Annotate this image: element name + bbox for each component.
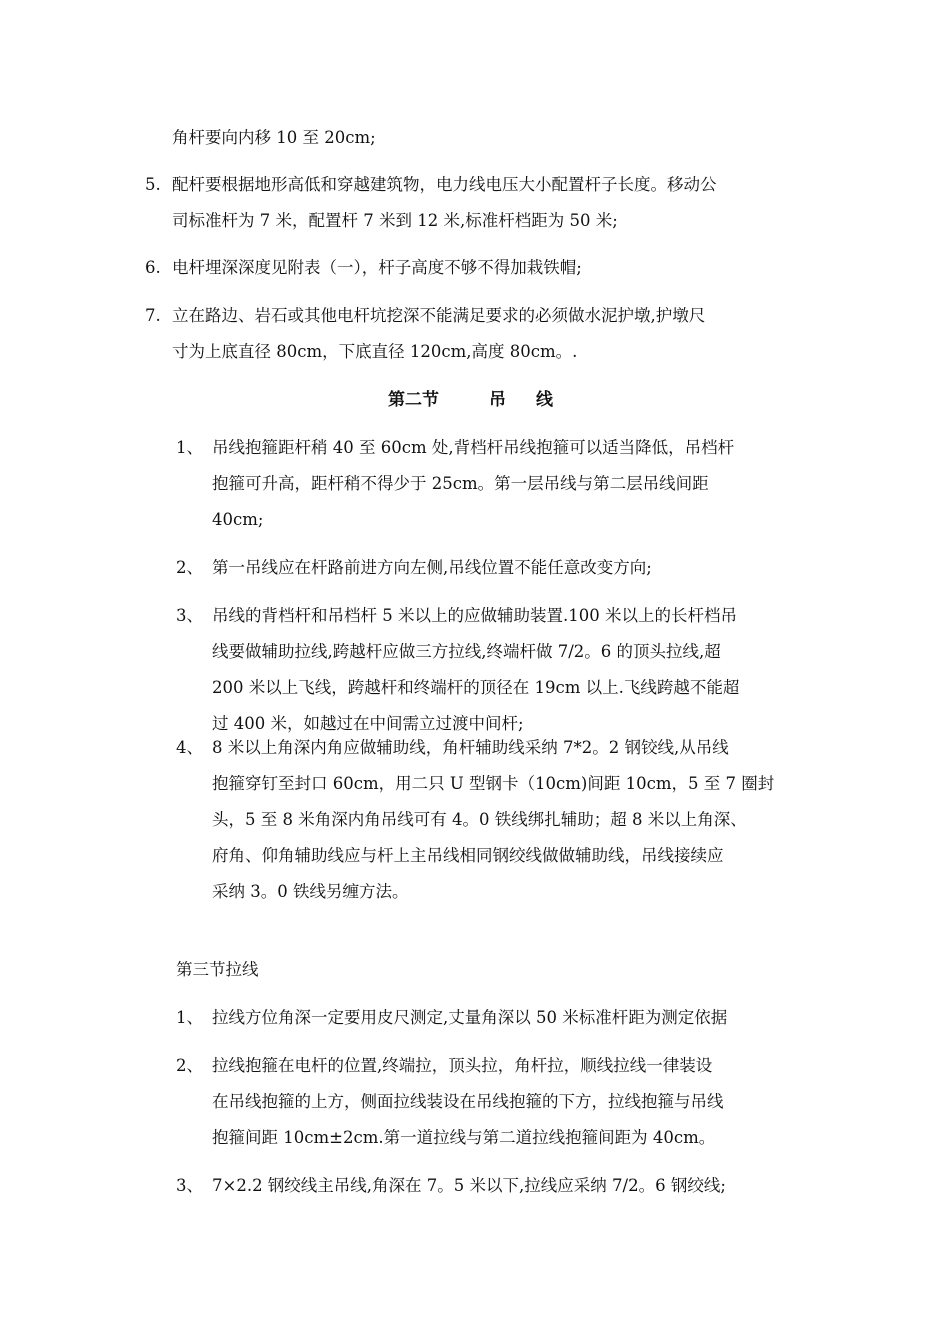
paragraph-line: 7×2.2 钢绞线主吊线,角深在 7。5 米以下,拉线应采纳 7/2。6 钢绞线; (212, 1176, 726, 1195)
section-heading-part: 吊 (489, 390, 506, 410)
paragraph-line: 200 米以上飞线，跨越杆和终端杆的顶径在 19cm 以上.飞线跨越不能超 (212, 678, 740, 697)
list-number: 1、 (176, 1008, 203, 1027)
paragraph-line: 抱箍穿钉至封口 60cm，用二只 U 型钢卡（10cm)间距 10cm，5 至 7 圈封 (212, 774, 775, 793)
paragraph-line: 角杆要向内移 10 至 20cm; (172, 128, 376, 147)
paragraph-line: 府角、仰角辅助线应与杆上主吊线相同钢绞线做做辅助线，吊线接续应 (212, 846, 724, 865)
section-heading (388, 382, 553, 418)
paragraph-line: 抱箍可升高，距杆稍不得少于 25cm。第一层吊线与第二层吊线间距 (212, 474, 709, 493)
list-item (212, 550, 652, 586)
list-number: 3、 (176, 1176, 203, 1195)
paragraph-line: 8 米以上角深内角应做辅助线，角杆辅助线采纳 7*2。2 钢铰线,从吊线 (212, 738, 729, 757)
list-number: 5. (145, 175, 161, 194)
paragraph-line: 40cm; (212, 510, 264, 529)
paragraph-line: 在吊线抱箍的上方，侧面拉线装设在吊线抱箍的下方，拉线抱箍与吊线 (212, 1092, 724, 1111)
list-item (212, 730, 774, 910)
list-number: 6. (145, 258, 161, 277)
section-heading-part: 线 (536, 390, 553, 410)
paragraph-line: 配杆要根据地形高低和穿越建筑物，电力线电压大小配置杆子长度。移动公 (172, 175, 717, 194)
paragraph-line: 头，5 至 8 米角深内角吊线可有 4。0 铁线绑扎辅助；超 8 米以上角深、 (212, 810, 747, 829)
list-number: 4、 (176, 738, 203, 757)
paragraph-line: 立在路边、岩石或其他电杆坑挖深不能满足要求的必须做水泥护墩,护墩尺 (172, 306, 706, 325)
paragraph-line: 司标准杆为 7 米，配置杆 7 米到 12 米,标准杆档距为 50 米; (172, 211, 618, 230)
list-item (212, 430, 734, 538)
list-item (172, 250, 582, 286)
paragraph-line: 吊线的背档杆和吊档杆 5 米以上的应做辅助装置.100 米以上的长杆档吊 (212, 606, 737, 625)
paragraph-line: 吊线抱箍距杆稍 40 至 60cm 处,背档杆吊线抱箍可以适当降低，吊档杆 (212, 438, 735, 457)
section-heading: 第三节拉线 (176, 960, 259, 979)
section-heading-part: 第二节 (388, 390, 439, 410)
continuation-paragraph (172, 120, 376, 156)
list-item (212, 598, 739, 742)
paragraph-line: 第一吊线应在杆路前进方向左侧,吊线位置不能任意改变方向; (212, 558, 652, 577)
list-item (172, 167, 717, 239)
list-number: 2、 (176, 1056, 203, 1075)
list-number: 2、 (176, 558, 203, 577)
list-number: 7. (145, 306, 161, 325)
list-number: 1、 (176, 438, 203, 457)
paragraph-line: 抱箍间距 10cm±2cm.第一道拉线与第二道拉线抱箍间距为 40cm。 (212, 1128, 716, 1147)
paragraph-line: 寸为上底直径 80cm，下底直径 120cm,高度 80cm。. (172, 342, 578, 361)
list-item (212, 1168, 726, 1204)
paragraph-line: 电杆埋深深度见附表（一），杆子高度不够不得加栽铁帽; (172, 258, 582, 277)
paragraph-line: 拉线方位角深一定要用皮尺测定,丈量角深以 50 米标准杆距为测定依据 (212, 1008, 728, 1027)
list-item (212, 1000, 727, 1036)
paragraph-line: 过 400 米，如越过在中间需立过渡中间杆; (212, 714, 524, 733)
paragraph-line: 拉线抱箍在电杆的位置,终端拉，顶头拉，角杆拉，顺线拉线一律装设 (212, 1056, 713, 1075)
paragraph-line: 采纳 3。0 铁线另缠方法。 (212, 882, 409, 901)
list-item (212, 1048, 724, 1156)
list-number: 3、 (176, 606, 203, 625)
list-item (172, 298, 705, 370)
paragraph-line: 线要做辅助拉线,跨越杆应做三方拉线,终端杆做 7/2。6 的顶头拉线,超 (212, 642, 721, 661)
